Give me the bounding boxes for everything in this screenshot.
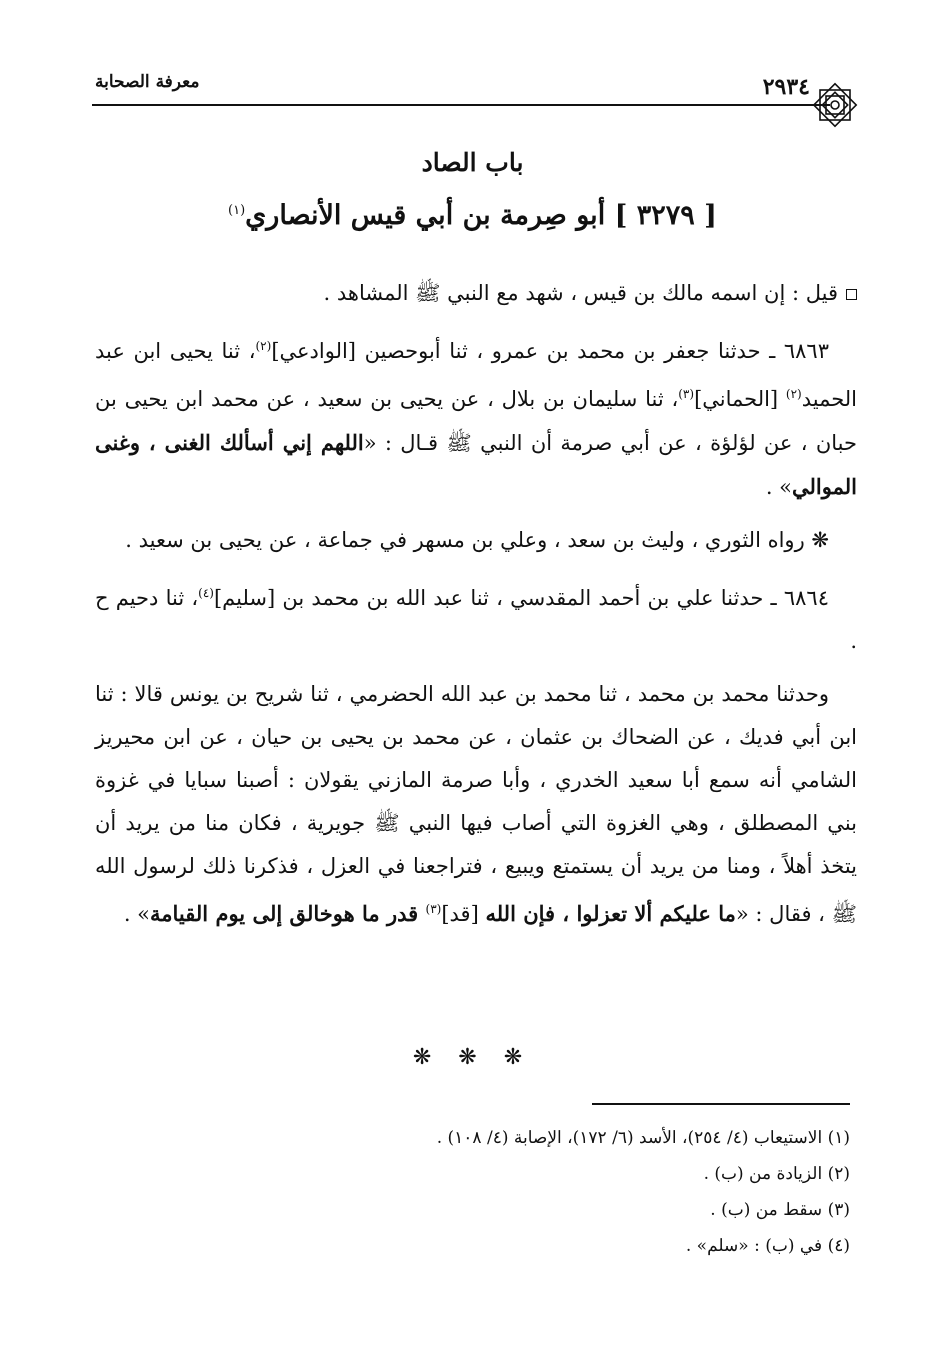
footnote-item: (٢) الزيادة من (ب) .: [703, 1164, 850, 1184]
footnote-ref: (٢): [785, 387, 802, 401]
chapter-title: باب الصاد: [421, 148, 524, 177]
footnote-divider: [592, 1103, 850, 1105]
narration-note: [95, 519, 857, 562]
paragraph-name-note: [95, 272, 857, 315]
footnote-ref: (٤): [198, 586, 214, 600]
asterisk-icon: ❋: [804, 528, 829, 552]
paragraph-text: ، ثنا دحيم ح .: [95, 586, 857, 653]
paragraph-text: ٦٨٦٣ ـ حدثنا جعفر بن محمد بن عمرو ، ثنا أبوحصين [الوادعي]: [271, 339, 829, 363]
running-header-title: معرفة الصحابة: [95, 72, 200, 92]
paragraph-text: ، ثنا سليمان بن بلال ، عن يحيى بن سعيد ، عن محمد ابن يحيى بن حبان ، عن لؤلؤة ، عن أبي صرمة أن النبي ﷺ قـال : «: [95, 387, 857, 455]
square-bullet-icon: [846, 289, 857, 300]
hadith-text-bold: اللهم إني أسألك الغنى ، وغنى الموالي: [95, 430, 857, 499]
paragraph-text: [الحماني]: [694, 387, 786, 411]
paragraph-text: [قد]: [441, 902, 486, 926]
paragraph-text: » .: [123, 902, 151, 926]
paragraph-text: ، ثنا يحيى ابن عبد الحميد: [95, 339, 857, 411]
header-divider: [92, 104, 830, 106]
paragraph-text: قيل : إن اسمه مالك بن قيس ، شهد مع النبي ﷺ المشاهد .: [323, 281, 838, 305]
page-number: ٢٩٣٤: [762, 74, 810, 100]
footnote-item: (٤) في (ب) : «سلم» .: [685, 1236, 850, 1256]
footnote-ref: (٣): [425, 902, 442, 916]
footnote-item: (١) الاستيعاب (٤/ ٢٥٤)، الأسد (٦/ ١٧٢)، الإصابة (٤/ ١٠٨) .: [436, 1128, 850, 1148]
footnotes: [95, 1120, 850, 1264]
footnote-ref: (٢): [255, 339, 272, 353]
hadith-6864: [95, 572, 857, 663]
section-separator: ❋ ❋ ❋: [412, 1045, 533, 1070]
entry-title: [0, 200, 945, 231]
paragraph-text: ٦٨٦٤ ـ حدثنا علي بن أحمد المقدسي ، ثنا عبد الله بن محمد بن [سليم]: [213, 586, 829, 610]
entry-title-text: [ ٣٢٧٩ ] أبو صِرمة بن أبي قيس الأنصاري: [245, 200, 717, 231]
body-text: [95, 272, 857, 946]
ornament-star-icon: [810, 80, 860, 130]
paragraph-text: رواه الثوري ، وليث بن سعد ، وعلي بن مسهر في جماعة ، عن يحيى بن سعيد .: [125, 528, 805, 552]
footnote-ref: (٣): [678, 387, 695, 401]
hadith-text-bold: ما عليكم ألا تعزلوا ، فإن الله: [485, 901, 736, 926]
footnote-ref: (١): [228, 203, 246, 218]
hadith-text-bold: قدر ما هوخالق إلى يوم القيامة: [150, 901, 426, 926]
footnote-item: (٣) سقط من (ب) .: [710, 1200, 850, 1220]
paragraph-text: وحدثنا محمد بن محمد ، ثنا محمد بن عبد الله الحضرمي ، ثنا شريح بن يونس قالا : ثنا ابن أبي فديك ، عن الضحاك بن عثمان ، عن محمد بن يحيى بن حيان ، عن ابن محيريز الشامي أنه سمع أبا سعيد الخدري ، وأبا صرمة المازني يقولان : أصبنا سبايا في غزوة بني المصطلق ، وهي الغزوة التي أصاب فيها النبي ﷺ جويرية ، فكان منا من يريد أن يتخذ أهلاً ، ومنا من يريد أن يستمتع ويبيع ، فتراجعنا في العزل ، فذكرنا ذلك لرسول الله ﷺ ، فقال : «: [95, 682, 857, 926]
paragraph-text: » .: [765, 475, 793, 499]
hadith-6863: [95, 325, 857, 509]
hadith-6864-continued: [95, 673, 857, 936]
